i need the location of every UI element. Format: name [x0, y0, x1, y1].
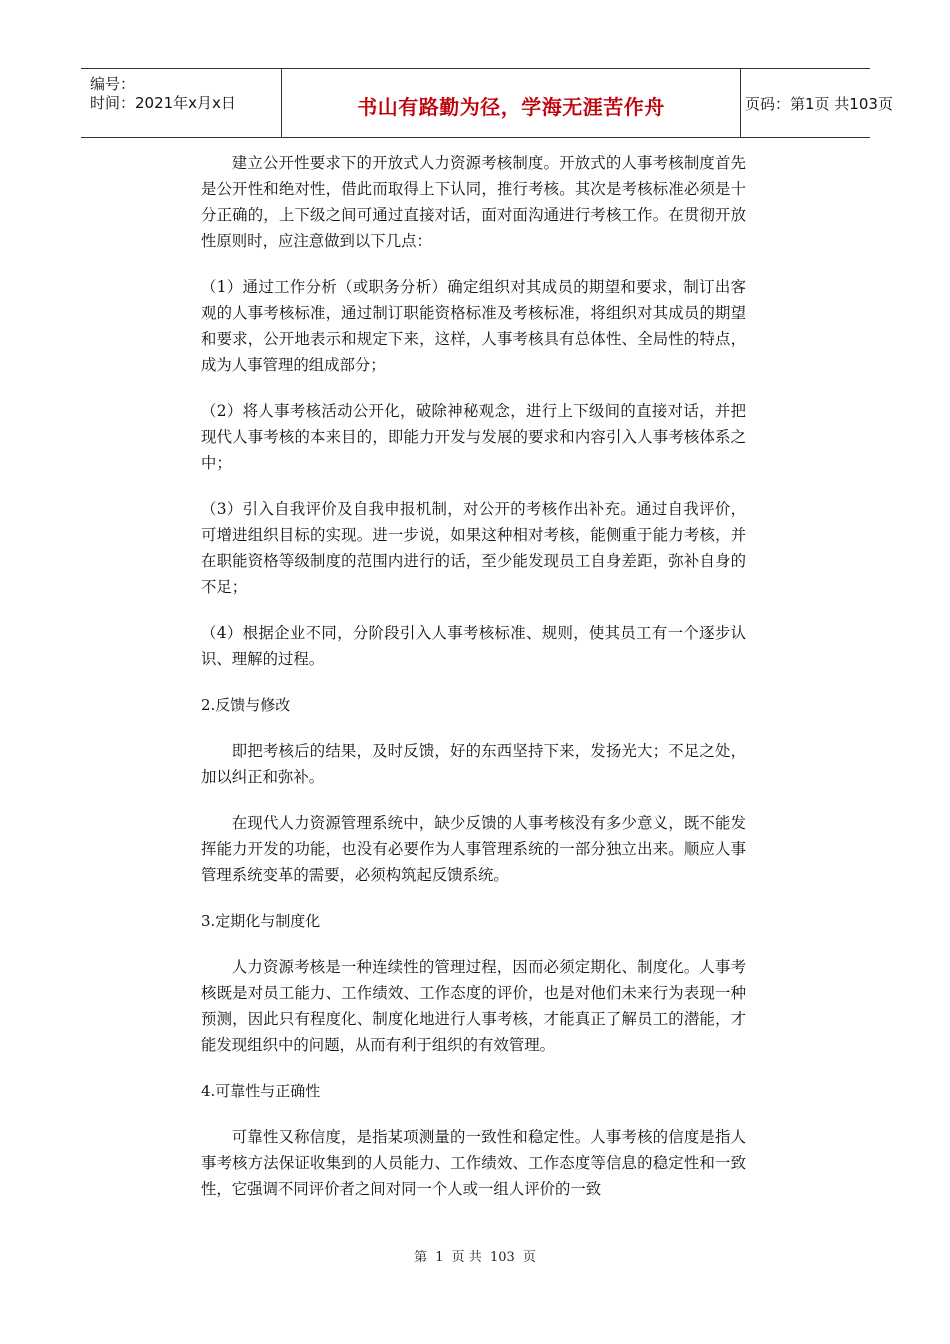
section-heading: 2.反馈与修改 — [201, 696, 291, 714]
header-right-cell — [739, 69, 893, 137]
list-item: （3）引入自我评价及自我申报机制，对公开的考核作出补充。通过自我评价，可增进组织目标的实现。进一步说，如果这种相对考核，能侧重于能力考核，并在职能资格等级制度的范围内进行的话，至少能发现员工自身差距，弥补自身的不足； — [201, 500, 746, 596]
footer-prefix: 第 — [414, 1250, 428, 1265]
paragraph: 人力资源考核是一种连续性的管理过程，因而必须定期化、制度化。人事考核既是对员工能力、工作绩效、工作态度的评价，也是对他们未来行为表现一种预测，因此只有程度化、制度化地进行人事考核，才能真正了解员工的潜能，才能发现组织中的问题，从而有利于组织的有效管理。 — [201, 958, 746, 1054]
list-item: （2）将人事考核活动公开化，破除神秘观念，进行上下级间的直接对话，并把现代人事考核的本来目的，即能力开发与发展的要求和内容引入人事考核体系之中； — [201, 402, 746, 472]
motto: 书山有路勤为径，学海无涯苦作舟 — [357, 95, 665, 119]
page-footer — [0, 1246, 950, 1265]
paragraph: 在现代人力资源管理系统中，缺少反馈的人事考核没有多少意义，既不能发挥能力开发的功能，也没有必要作为人事管理系统的一部分独立出来。顺应人事管理系统变革的需要，必须构筑起反馈系统。 — [201, 814, 746, 884]
footer-middle: 页 共 — [451, 1250, 482, 1265]
footer-suffix: 页 — [522, 1250, 536, 1265]
footer-page-number: 1 — [435, 1250, 444, 1265]
doc-time-label: 时间：2021年x月x日 — [90, 94, 236, 112]
section-heading: 4.可靠性与正确性 — [201, 1082, 321, 1100]
paragraph: 可靠性又称信度，是指某项测量的一致性和稳定性。人事考核的信度是指人事考核方法保证收集到的人员能力、工作绩效、工作态度等信息的稳定性和一致性，它强调不同评价者之间对同一个人或一组人评价的一致 — [201, 1128, 746, 1198]
footer-total-pages: 103 — [489, 1250, 515, 1265]
section-heading: 3.定期化与制度化 — [201, 912, 321, 930]
list-item: （4）根据企业不同，分阶段引入人事考核标准、规则，使其员工有一个逐步认识、理解的过程。 — [201, 624, 746, 668]
page-code: 页码：第1页 共103页 — [745, 95, 893, 113]
header-left-cell — [81, 69, 281, 137]
header-mid-cell — [281, 69, 741, 137]
list-item: （1）通过工作分析（或职务分析）确定组织对其成员的期望和要求，制订出客观的人事考核标准，通过制订职能资格标准及考核标准，将组织对其成员的期望和要求，公开地表示和规定下来，这样，人事考核具有总体性、全局性的特点，成为人事管理的组成部分； — [201, 278, 746, 374]
doc-code-label: 编号： — [90, 75, 136, 93]
header-table — [81, 68, 893, 138]
paragraph: 即把考核后的结果，及时反馈，好的东西坚持下来，发扬光大；不足之处，加以纠正和弥补。 — [201, 742, 746, 786]
paragraph: 建立公开性要求下的开放式人力资源考核制度。开放式的人事考核制度首先是公开性和绝对性，借此而取得上下认同，推行考核。其次是考核标准必须是十分正确的，上下级之间可通过直接对话，面对面沟通进行考核工作。在贯彻开放性原则时，应注意做到以下几点： — [201, 154, 746, 250]
document-body — [201, 150, 746, 1222]
